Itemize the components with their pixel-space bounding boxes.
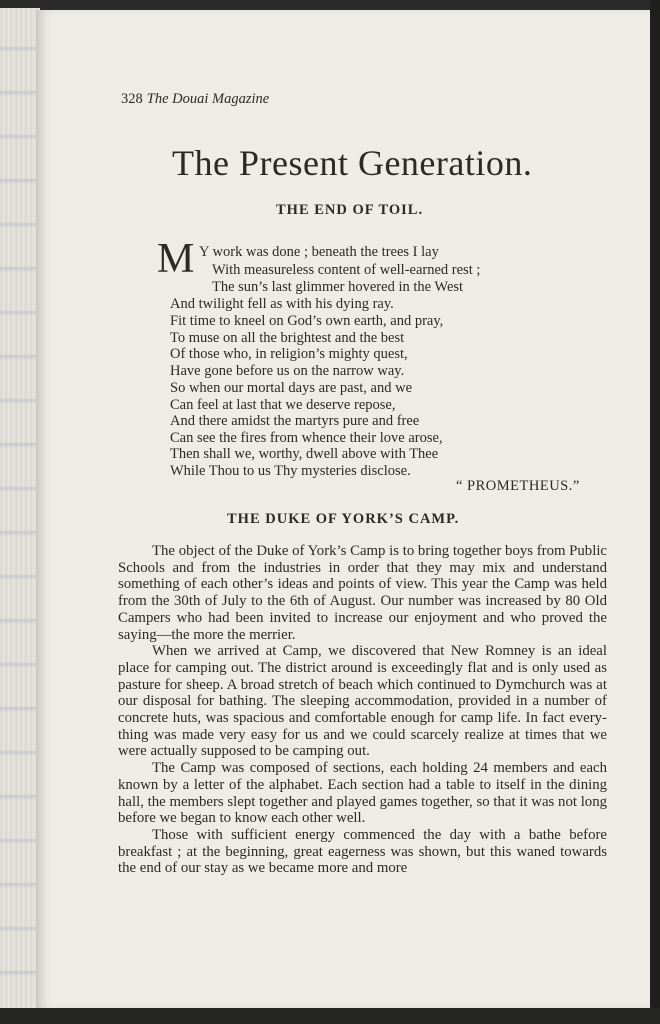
camp-article-body (118, 543, 607, 877)
poem-line: And twilight fell as with his dying ray. (170, 296, 394, 312)
camp-heading: THE DUKE OF YORK’S CAMP. (227, 511, 460, 527)
poem-line: The sun’s last glimmer hovered in the West (212, 279, 464, 295)
poem-line: Fit time to kneel on God’s own earth, and pray, (170, 313, 444, 329)
paragraph: The object of the Duke of York’s Camp is to bring together boys from Public Schools and from the industries in order that they may mix and understand something of each other’s ideas and points of view. This year the Camp was held from the 30th of July to the 6th of August. Our number was increased by 80 Old Campers who had been invited to increase our enjoyment and who proved the saying—the more the merrier. (118, 543, 607, 643)
paragraph: The Camp was composed of sections, each holding 24 members and each known by a letter of the alphabet. Each section had a table to itself in the dining hall, the members slept together and played games together, so that it was not long before we began to know each other well. (118, 760, 607, 827)
poem-heading: THE END OF TOIL. (276, 202, 424, 218)
poem-line: Then shall we, worthy, dwell above with Thee (170, 446, 439, 462)
poem-line: So when our mortal days are past, and we (170, 380, 413, 396)
poem-line: And there amidst the martyrs pure and free (170, 413, 420, 429)
poem-line: Have gone before us on the narrow way. (170, 363, 405, 379)
paragraph: Those with sufficient energy commenced the day with a bathe before breakfast ; at the beginning, great eagerness was shown, but this waned towards the end of our stay as we became more and more (118, 826, 607, 877)
poem-attribution: “ PROMETHEUS.” (456, 478, 580, 494)
poem-line: Y work was done ; beneath the trees I lay (199, 244, 439, 260)
poem-line: To muse on all the brightest and the best (170, 330, 405, 346)
poem-line: Of those who, in religion’s mighty quest, (170, 346, 408, 362)
poem-line: Can see the fires from whence their love arose, (170, 430, 443, 446)
page-number: 328 (121, 91, 143, 107)
publication-title: The Douai Magazine (146, 91, 270, 107)
bottom-edge (0, 1008, 660, 1024)
right-edge (650, 0, 660, 1024)
poem-line: Can feel at last that we deserve repose, (170, 397, 396, 413)
top-edge (40, 0, 660, 10)
article-title: The Present Generation. (172, 143, 533, 183)
poem-line: While Thou to us Thy mysteries disclose. (170, 463, 411, 479)
drop-cap: M (157, 236, 195, 282)
poem-line: With measureless content of well-earned rest ; (212, 262, 481, 278)
paragraph: When we arrived at Camp, we discovered that New Romney is an ideal place for camping out. The district around is exceedingly flat and is only used as pasture for sheep. A broad stretch of beach which continued to Dymchurch was at our disposal for bathing. The sleeping accommodation, provided in a number of concrete huts, was spacious and comfortable enough for camp life. In fact every-thing was made very easy for us and we could scarcely realize at times that we were actually supposed to be camping out. (118, 643, 607, 760)
running-head (121, 91, 269, 108)
